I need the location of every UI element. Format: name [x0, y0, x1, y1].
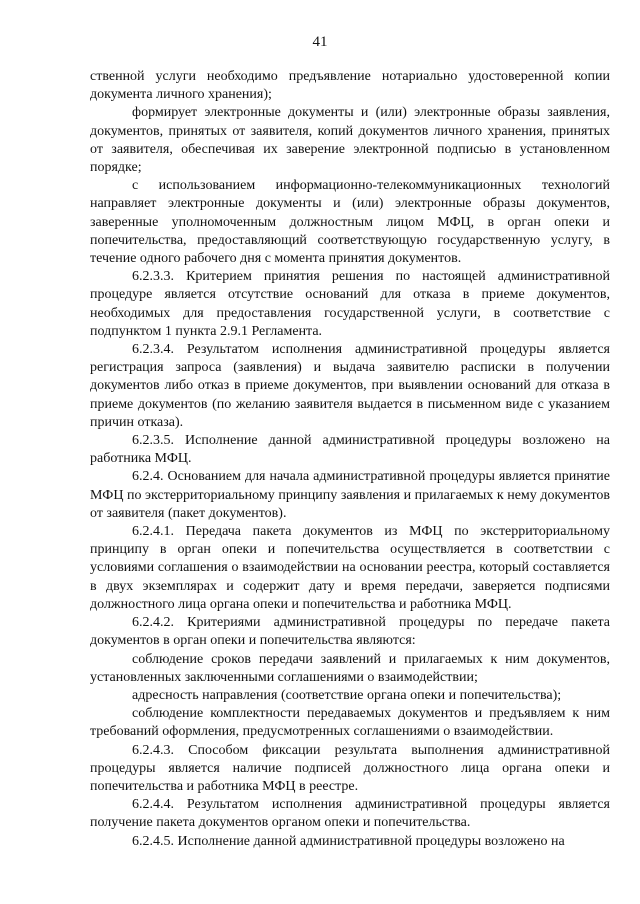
paragraph: 6.2.4.2. Критериями административной процедуры по передаче пакета документов в орган опеки и попечительства являются:: [90, 615, 610, 649]
paragraph: 6.2.3.5. Исполнение данной административной процедуры возложено на работника МФЦ.: [90, 433, 610, 467]
paragraph: 6.2.4.4. Результатом исполнения административной процедуры является получение пакета документов органом опеки и попечительства.: [90, 797, 610, 831]
paragraph: 6.2.4.3. Способом фиксации результата выполнения административной процедуры является наличие подписей должностного лица органа опеки и попечительства и работника МФЦ в реестре.: [90, 742, 610, 794]
paragraph: ственной услуги необходимо предъявление нотариально удостоверенной копии документа личного хранения);: [90, 69, 610, 103]
paragraph: 6.2.4. Основанием для начала административной процедуры является принятие МФЦ по экстерриториальному принципу заявления и прилагаемых к нему документов от заявителя (пакет документов).: [90, 469, 610, 521]
paragraph: формирует электронные документы и (или) электронные образы заявления, документов, принятых от заявителя, копий документов личного хранения, принятых от заявителя, обеспечивая их заверение электронной подписью в установленном порядке;: [90, 105, 610, 176]
paragraph: 6.2.3.3. Критерием принятия решения по настоящей административной процедуре является отсутствие оснований для отказа в приеме документов, необходимых для предоставления государственной услуги, в соответствие с подпунктом 1 пункта 2.9.1 Регламента.: [90, 269, 610, 339]
paragraph: 6.2.4.5. Исполнение данной административной процедуры возложено на: [132, 833, 565, 849]
document-body: [90, 68, 610, 851]
paragraph: 6.2.3.4. Результатом исполнения административной процедуры является регистрация запроса (заявления) и выдача заявителю расписки в получении документов либо отказ в приеме документов, при выявлении оснований для отказа в приеме документов (по желанию заявителя выдается в письменном виде с указанием причин отказа).: [90, 342, 610, 430]
paragraph: с использованием информационно-телекоммуникационных технологий направляет электронные документы и (или) электронные образы документов, заверенные уполномоченным должностным лицом МФЦ, в орган опеки и попечительства, предоставляющий соответствующую государственную услугу, в течение одного рабочего дня с момента принятия документов.: [90, 178, 610, 267]
page-number: 41: [312, 34, 328, 50]
paragraph: соблюдение сроков передачи заявлений и прилагаемых к ним документов, установленных заключенными соглашениями о взаимодействии;: [90, 651, 610, 685]
paragraph: соблюдение комплектности передаваемых документов и предъявляем к ним требований оформления, предусмотренных соглашениями о взаимодействии.: [90, 706, 610, 740]
paragraph: 6.2.4.1. Передача пакета документов из МФЦ по экстерриториальному принципу в орган опеки и попечительства осуществляется в соответствии с условиями соглашения о взаимодействии на основании реестра, который составляется в двух экземплярах и содержит дату и время передачи, заверяется подписями должностного лица органа опеки и попечительства и работника МФЦ.: [90, 524, 610, 612]
paragraph: адресность направления (соответствие органа опеки и попечительства);: [132, 687, 562, 703]
